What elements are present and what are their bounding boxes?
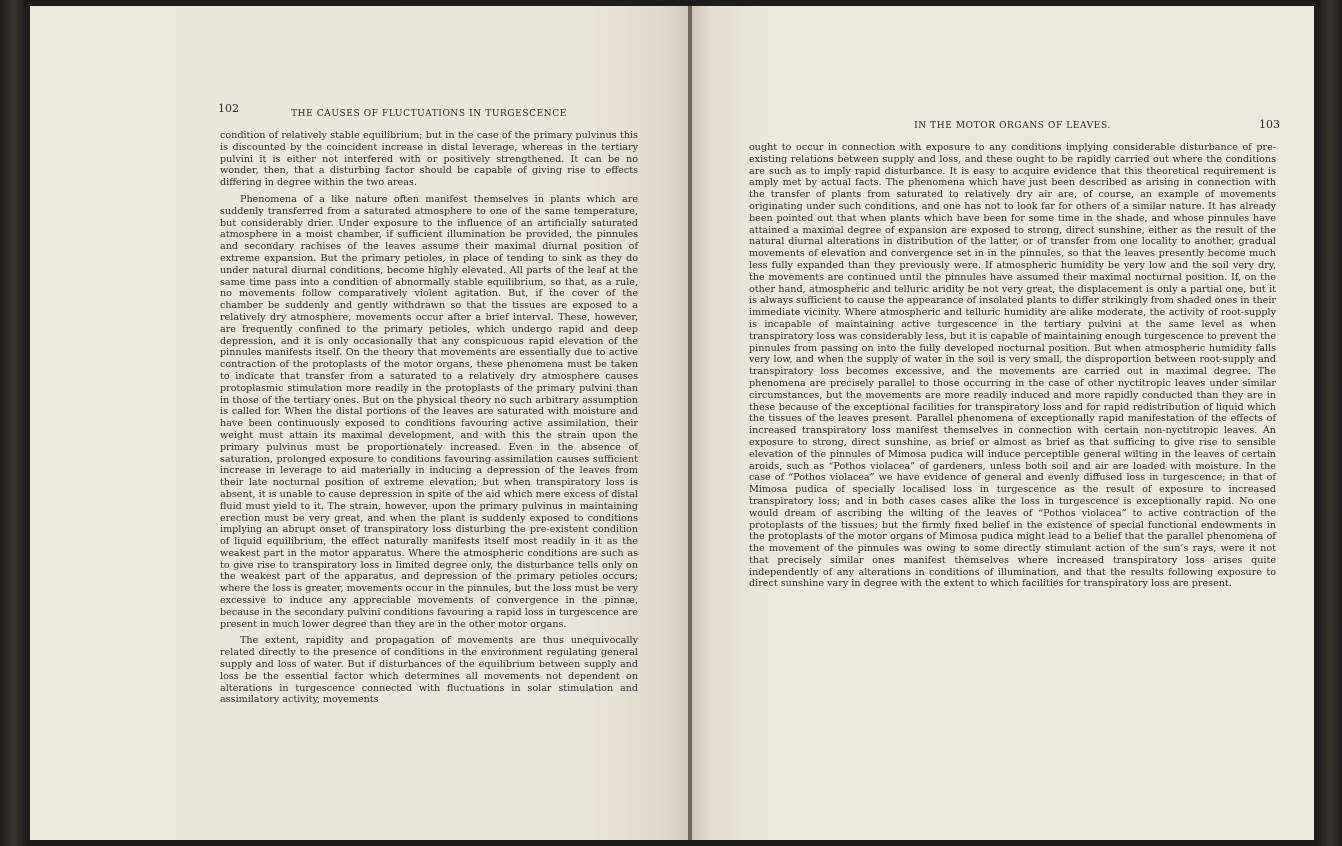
left-page-number: 102 (218, 102, 239, 115)
paragraph: ought to occur in connection with exposure to any conditions implying considerable disturbance of pre-existing relations between supply and loss, and these ought to be rapidly carried out where the conditions are such as to imply rapid disturbance. It is easy to acquire evidence that this theoretical requirement is amply met by actual facts. The phenomena which have just been described as arising in connection with the transfer of plants from saturated to relatively dry air are, of course, an example of movements originating under such conditions, and one has not to look far for others of a similar nature. It has already been pointed out that when plants which have been for some time in the shade, and whose pinnules have attained a maximal degree of expansion are exposed to strong, direct sunshine, either as the result of the natural diurnal alterations in distribution of the latter, or of transfer from one locality to another, gradual movements of elevation and convergence set in in the pinnules, so that the leaves presently become much less fully expanded than they previously were. If atmospheric humidity be very low and the soil very dry, the movements are continued until the pinnules have assumed their maximal nocturnal position. If, on the other hand, atmospheric and telluric aridity be not very great, the displacement is only a partial one, but it is always sufficient to cause the appearance of insolated plants to differ strikingly from shaded ones in their immediate vicinity. Where atmospheric and telluric humidity are alike moderate, the activity of root-supply is incapable of maintaining active turgescence in the tertiary pulvini at the same level as when transpiratory loss was considerably less, but it is capable of maintaining enough turgescence to prevent the pinnules from passing on into the fully developed nocturnal position. But when atmospheric humidity falls very low, and when the supply of water in the soil is very small, the disproportion between root-supply and transpiratory loss becomes excessive, and the movements are carried out in maximal degree. The phenomena are precisely parallel to those occurring in the case of other nyctitropic leaves under similar circumstances, but the movements are more readily induced and more rapidly conducted than they are in these because of the exceptional facilities for transpiratory loss and for rapid redistribution of liquid which the tissues of the leaves present. Parallel phenomena of exceptionally rapid manifestation of the effects of increased transpiratory loss manifest themselves in connection with certain non-nyctitropic leaves. An exposure to strong, direct sunshine, as brief or almost as brief as that sufficing to give rise to sensible elevation of the pinnules of Mimosa pudica will induce perceptible general wilting in the leaves of certain aroids, such as “Pothos violacea” of gardeners, unless both soil and air are loaded with moisture. In the case of “Pothos violacea” we have evidence of general and evenly diffused loss in turgescence; in that of Mimosa pudica of specially localised loss in turgescence as the result of exposure to increased transpiratory loss; and in both cases cases alike the loss in turgescence is exceptionally rapid. No one would dream of ascribing the wilting of the leaves of “Pothos violacea” to active contraction of the protoplasts of the tissues; but the firmly fixed belief in the existence of special functional endowments in the protoplasts of the motor organs of Mimosa pudica might lead to a belief that the parallel phenomena of the movement of the pinnules was owing to some directly stimulant action of the sun’s rays, were it not that precisely similar ones manifest themselves where increased transpiratory loss arises quite independently of any alterations in conditions of illumination, and that the results following exposure to direct sunshine vary in degree with the extent to which facilities for transpiratory loss are present. (749, 142, 1276, 590)
left-page-header (218, 102, 638, 124)
right-page-number: 103 (1259, 118, 1280, 131)
paragraph: Phenomena of a like nature often manifest themselves in plants which are suddenly transferred from a saturated atmosphere to one of the same temperature, but considerably drier. Under exposure to the influence of an artificially saturated atmosphere in a moist chamber, if sufficient illumination be provided, the pinnules and secondary rachises of the leaves assume their maximal diurnal position of extreme expansion. But the primary petioles, in place of tending to sink as they do under natural diurnal conditions, become highly elevated. All parts of the leaf at the same time pass into a condition of abnormally stable equilibrium, so that, as a rule, no movements follow comparatively violent agitation. But, if the cover of the chamber be suddenly and gently withdrawn so that the tissues are exposed to a relatively dry atmosphere, movements occur after a brief interval. These, however, are frequently confined to the primary petioles, which undergo rapid and deep depression, and it is only occasionally that any conspicuous rapid elevation of the pinnules manifests itself. On the theory that movements are essentially due to active contraction of the protoplasts of the motor organs, these phenomena must be taken to indicate that transfer from a saturated to a relatively dry atmosphere causes protoplasmic stimulation more readily in the protoplasts of the primary pulvini than in those of the tertiary ones. But on the physical theory no such arbitrary assumption is called for. When the distal portions of the leaves are saturated with moisture and have been continuously exposed to conditions favouring active assimilation, their weight must attain its maximal development, and with this the strain upon the primary pulvinus must be proportionately increased. Even in the absence of saturation, prolonged exposure to conditions favouring assimilation causes sufficient increase in leverage to aid materially in inducing a depression of the leaves from their late nocturnal position of extreme elevation; but when transpiratory loss is absent, it is unable to cause depression in spite of the aid which mere excess of distal fluid must yield to it. The strain, however, upon the primary pulvinus in maintaining erection must be very great, and when the plant is suddenly exposed to conditions implying an abrupt onset of transpiratory loss disturbing the pre-existent condition of liquid equilibrium, the effect naturally manifests itself most readily in it as the weakest part in the motor apparatus. Where the atmospheric conditions are such as to give rise to transpiratory loss in limited degree only, the disturbance tells only on the weakest part of the apparatus, and depression of the primary petioles occurs; where the loss is greater, movements occur in the pinnules, but the loss must be very excessive to induce any appreciable movements of convergence in the pinnæ, because in the secondary pulvini conditions favouring a rapid loss in turgescence are present in much lower degree than they are in the other motor organs. (220, 193, 638, 630)
right-running-head: IN THE MOTOR ORGANS OF LEAVES. (914, 121, 1111, 131)
right-page-body (749, 142, 1276, 590)
left-page (30, 6, 690, 840)
paragraph: The extent, rapidity and propagation of movements are thus unequivocally related directly to the presence of conditions in the environment regulating general supply and loss of water. But if disturbances of the equilibrium between supply and loss be the essential factor which determines all movements not dependent on alterations in turgescence connected with fluctuations in solar stimulation and assimilatory activity, movements (220, 635, 638, 706)
right-page-header (749, 118, 1280, 136)
right-page (692, 6, 1314, 840)
left-running-head: THE CAUSES OF FLUCTUATIONS IN TURGESCENCE (291, 109, 567, 119)
left-page-body (220, 130, 638, 706)
paragraph: condition of relatively stable equilibrium; but in the case of the primary pulvinus this is discounted by the coincident increase in distal leverage, whereas in the tertiary pulvini it is either not interfered with or positively strengthened. It can be no wonder, then, that a disturbing factor should be capable of giving rise to effects differing in degree within the two areas. (220, 130, 638, 189)
